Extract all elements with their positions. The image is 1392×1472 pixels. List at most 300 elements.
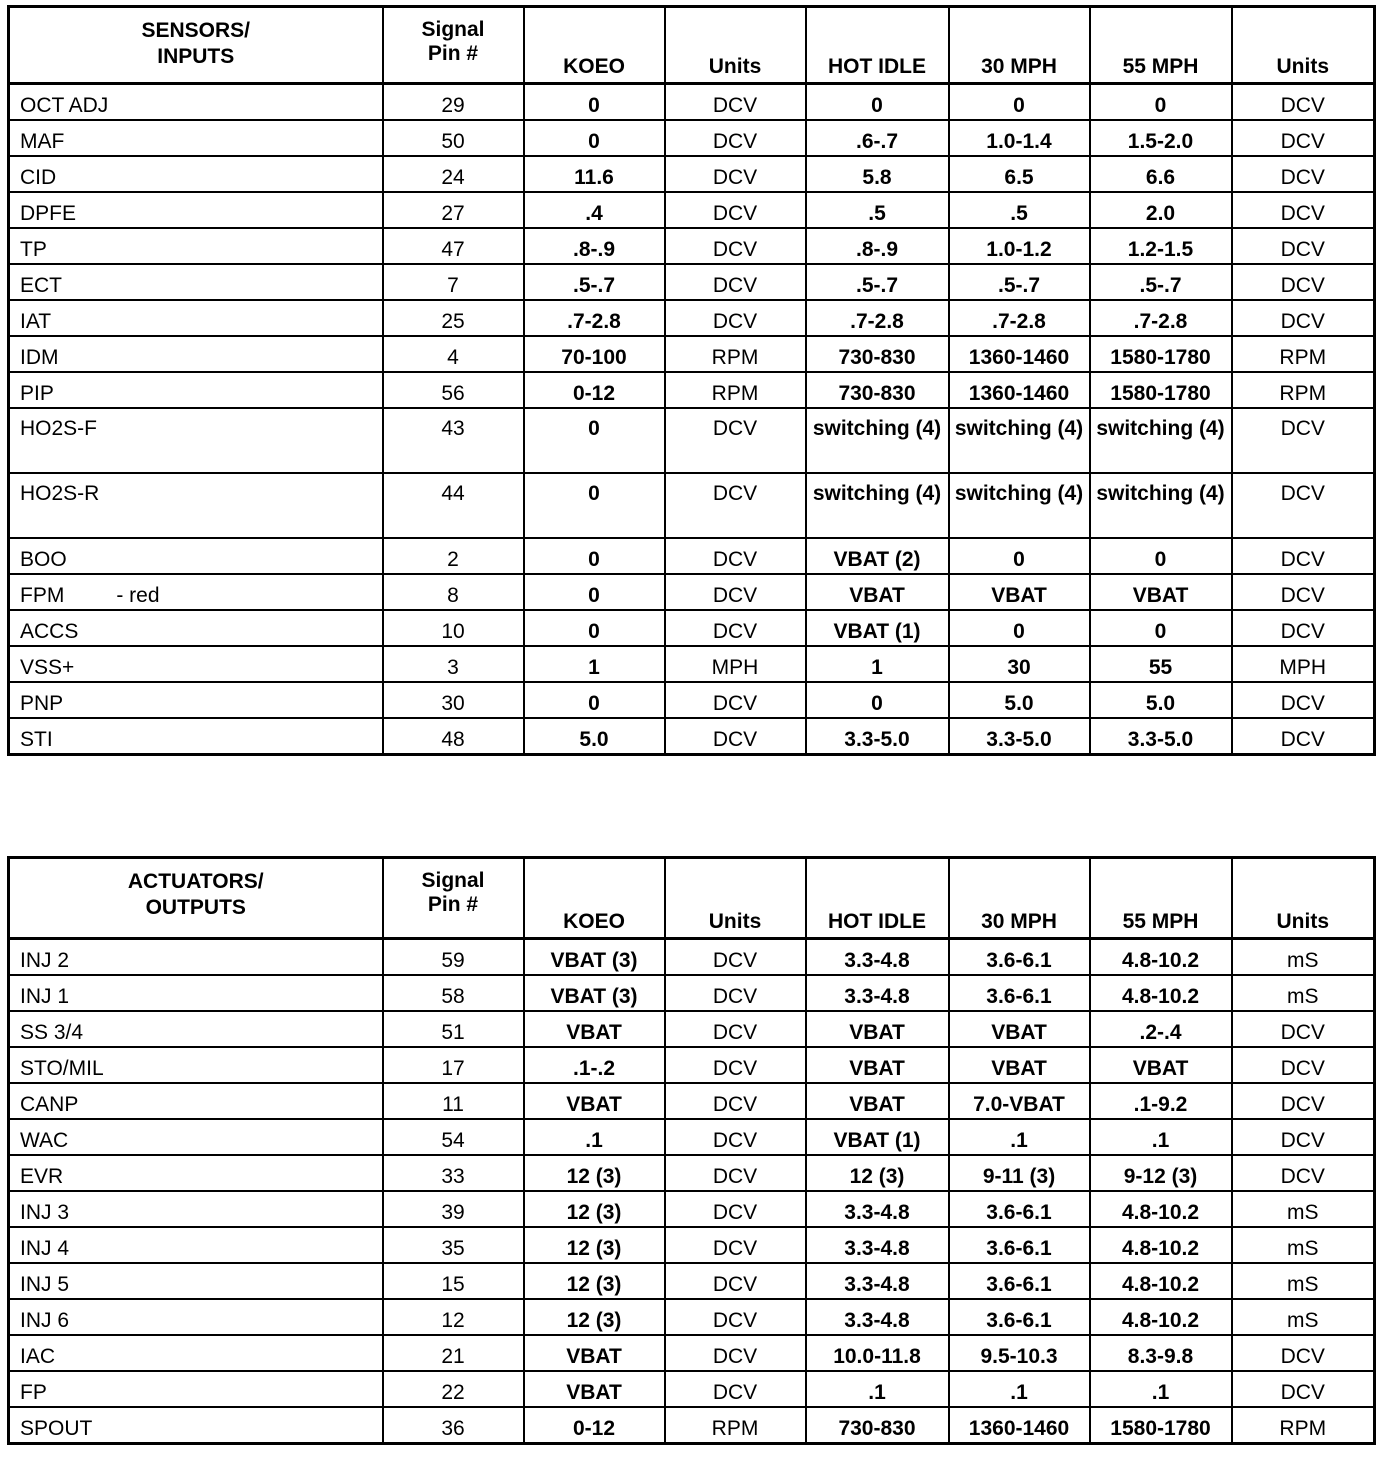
cell-units: DCV [1232,1119,1375,1155]
cell-55-mph: switching (4) [1090,408,1232,473]
cell-pin: 17 [383,1047,524,1083]
cell-koeo: 12 (3) [524,1299,665,1335]
cell-55-mph: 55 [1090,646,1232,682]
cell-pin: 29 [383,84,524,121]
cell-koeo: 70-100 [524,336,665,372]
cell-name: IAT [9,300,383,336]
units-header: Units [665,7,806,84]
cell-hot-idle: 730-830 [806,1407,949,1444]
cell-55-mph: switching (4) [1090,473,1232,538]
cell-pin: 43 [383,408,524,473]
cell-units: DCV [1232,300,1375,336]
cell-hot-idle: 3.3-4.8 [806,1191,949,1227]
cell-units: DCV [665,120,806,156]
table-row [9,975,1375,1011]
cell-hot-idle: 0 [806,682,949,718]
cell-units: DCV [665,718,806,755]
cell-koeo: 12 (3) [524,1263,665,1299]
table-row [9,228,1375,264]
cell-name: IAC [9,1335,383,1371]
cell-55-mph: .1 [1090,1371,1232,1407]
cell-units: DCV [665,574,806,610]
cell-koeo: .5-.7 [524,264,665,300]
cell-koeo: 0 [524,408,665,473]
cell-units: DCV [1232,84,1375,121]
cell-units: RPM [1232,336,1375,372]
cell-30-mph: 1.0-1.2 [949,228,1090,264]
cell-units: RPM [665,1407,806,1444]
cell-units: DCV [665,1083,806,1119]
cell-koeo: 0 [524,538,665,574]
cell-units: DCV [1232,1155,1375,1191]
table-row [9,84,1375,121]
table-row [9,473,1375,538]
cell-30-mph: VBAT [949,574,1090,610]
cell-koeo: VBAT (3) [524,975,665,1011]
cell-hot-idle: 3.3-4.8 [806,1263,949,1299]
cell-units: MPH [1232,646,1375,682]
cell-koeo: VBAT [524,1011,665,1047]
cell-name: ACCS [9,610,383,646]
cell-units: DCV [665,538,806,574]
cell-koeo: 0 [524,120,665,156]
table-row [9,1083,1375,1119]
cell-koeo: 0-12 [524,1407,665,1444]
cell-pin: 58 [383,975,524,1011]
cell-30-mph: VBAT [949,1047,1090,1083]
cell-name: CID [9,156,383,192]
cell-units: MPH [665,646,806,682]
cell-hot-idle: 730-830 [806,372,949,408]
cell-units: DCV [665,1191,806,1227]
cell-name: STO/MIL [9,1047,383,1083]
cell-name: DPFE [9,192,383,228]
cell-name: TP [9,228,383,264]
cell-hot-idle: 12 (3) [806,1155,949,1191]
cell-55-mph: 6.6 [1090,156,1232,192]
cell-units: DCV [1232,1011,1375,1047]
cell-30-mph: 3.6-6.1 [949,939,1090,976]
cell-55-mph: 4.8-10.2 [1090,939,1232,976]
cell-55-mph: 2.0 [1090,192,1232,228]
cell-30-mph: switching (4) [949,408,1090,473]
cell-30-mph: 1360-1460 [949,1407,1090,1444]
cell-name [9,574,383,610]
table-row [9,538,1375,574]
table-row [9,1191,1375,1227]
cell-55-mph: 9-12 (3) [1090,1155,1232,1191]
cell-hot-idle: .7-2.8 [806,300,949,336]
cell-name: HO2S-R [9,473,383,538]
cell-units: DCV [665,610,806,646]
cell-units: mS [1232,1263,1375,1299]
cell-koeo: .7-2.8 [524,300,665,336]
table-row [9,264,1375,300]
cell-55-mph: .7-2.8 [1090,300,1232,336]
units-header: Units [665,858,806,939]
cell-units: DCV [1232,1371,1375,1407]
cell-name: PNP [9,682,383,718]
cell-30-mph: VBAT [949,1011,1090,1047]
koeo-header: KOEO [524,7,665,84]
signal-note: - red [116,584,160,607]
sensors-inputs-table [7,5,1376,756]
cell-pin: 12 [383,1299,524,1335]
cell-hot-idle: .8-.9 [806,228,949,264]
cell-pin: 35 [383,1227,524,1263]
cell-pin: 39 [383,1191,524,1227]
cell-units: DCV [665,975,806,1011]
cell-55-mph: 4.8-10.2 [1090,1263,1232,1299]
cell-pin: 3 [383,646,524,682]
cell-units: DCV [1232,408,1375,473]
cell-units: DCV [665,1227,806,1263]
cell-units: DCV [1232,264,1375,300]
cell-units: RPM [665,372,806,408]
cell-pin: 54 [383,1119,524,1155]
cell-name: INJ 6 [9,1299,383,1335]
cell-55-mph: 1580-1780 [1090,336,1232,372]
cell-hot-idle: 3.3-5.0 [806,718,949,755]
cell-30-mph: .1 [949,1371,1090,1407]
signal-name: FPM [20,584,65,607]
cell-name: VSS+ [9,646,383,682]
cell-hot-idle: VBAT [806,1083,949,1119]
cell-55-mph: 0 [1090,610,1232,646]
cell-units: DCV [665,156,806,192]
cell-pin: 30 [383,682,524,718]
cell-hot-idle: VBAT [806,574,949,610]
table-row [9,120,1375,156]
cell-units: DCV [665,1047,806,1083]
cell-units: DCV [665,939,806,976]
table-row [9,1047,1375,1083]
cell-units: DCV [665,1263,806,1299]
cell-pin: 8 [383,574,524,610]
30-mph-header: 30 MPH [949,7,1090,84]
table-row [9,682,1375,718]
cell-name: SS 3/4 [9,1011,383,1047]
cell-30-mph: .1 [949,1119,1090,1155]
cell-name: ECT [9,264,383,300]
cell-koeo: VBAT (3) [524,939,665,976]
cell-units: mS [1232,1227,1375,1263]
cell-name: OCT ADJ [9,84,383,121]
cell-units: DCV [665,1011,806,1047]
cell-30-mph: 1360-1460 [949,336,1090,372]
cell-units: RPM [1232,372,1375,408]
cell-hot-idle: VBAT (1) [806,610,949,646]
table-row [9,1263,1375,1299]
cell-30-mph: 0 [949,610,1090,646]
cell-pin: 51 [383,1011,524,1047]
cell-units: DCV [665,682,806,718]
table-row [9,718,1375,755]
cell-hot-idle: .1 [806,1371,949,1407]
cell-hot-idle: switching (4) [806,408,949,473]
cell-30-mph: 3.6-6.1 [949,1191,1090,1227]
table-header-row [9,7,1375,84]
cell-name: INJ 3 [9,1191,383,1227]
cell-koeo: 11.6 [524,156,665,192]
cell-name: INJ 4 [9,1227,383,1263]
cell-units: DCV [1232,192,1375,228]
category-header: ACTUATORS/ OUTPUTS [9,858,383,939]
actuators-outputs-table [7,856,1376,1445]
cell-koeo: VBAT [524,1083,665,1119]
cell-hot-idle: switching (4) [806,473,949,538]
cell-30-mph: .5 [949,192,1090,228]
cell-pin: 27 [383,192,524,228]
cell-hot-idle: 3.3-4.8 [806,939,949,976]
cell-55-mph: VBAT [1090,574,1232,610]
cell-koeo: 12 (3) [524,1227,665,1263]
cell-hot-idle: VBAT (1) [806,1119,949,1155]
cell-30-mph: 3.6-6.1 [949,1299,1090,1335]
cell-30-mph: 3.6-6.1 [949,1227,1090,1263]
table-row [9,1227,1375,1263]
cell-pin: 2 [383,538,524,574]
table-row [9,336,1375,372]
cell-units: DCV [1232,473,1375,538]
30-mph-header: 30 MPH [949,858,1090,939]
cell-55-mph: 4.8-10.2 [1090,1299,1232,1335]
cell-koeo: 1 [524,646,665,682]
cell-55-mph: 0 [1090,538,1232,574]
signal-pin-header: Signal Pin # [383,858,524,939]
cell-30-mph: 0 [949,538,1090,574]
cell-units: DCV [1232,228,1375,264]
cell-koeo: .8-.9 [524,228,665,264]
cell-55-mph: 4.8-10.2 [1090,1191,1232,1227]
cell-units: DCV [665,228,806,264]
koeo-header: KOEO [524,858,665,939]
cell-units: DCV [1232,574,1375,610]
cell-30-mph: .5-.7 [949,264,1090,300]
cell-units: DCV [1232,682,1375,718]
cell-hot-idle: 3.3-4.8 [806,975,949,1011]
cell-pin: 59 [383,939,524,976]
cell-koeo: 0 [524,610,665,646]
cell-name: INJ 1 [9,975,383,1011]
cell-pin: 4 [383,336,524,372]
cell-30-mph: 1360-1460 [949,372,1090,408]
cell-55-mph: 1.5-2.0 [1090,120,1232,156]
cell-hot-idle: .5 [806,192,949,228]
cell-hot-idle: 5.8 [806,156,949,192]
cell-30-mph: 3.3-5.0 [949,718,1090,755]
cell-units: DCV [1232,1335,1375,1371]
cell-30-mph: 9.5-10.3 [949,1335,1090,1371]
cell-pin: 47 [383,228,524,264]
cell-30-mph: 5.0 [949,682,1090,718]
cell-30-mph: 3.6-6.1 [949,975,1090,1011]
cell-units: DCV [665,473,806,538]
cell-30-mph: 30 [949,646,1090,682]
cell-units: DCV [665,1155,806,1191]
cell-koeo: 0-12 [524,372,665,408]
cell-koeo: .1 [524,1119,665,1155]
cell-pin: 21 [383,1335,524,1371]
cell-30-mph: switching (4) [949,473,1090,538]
cell-30-mph: 6.5 [949,156,1090,192]
cell-koeo: 12 (3) [524,1155,665,1191]
cell-30-mph: .7-2.8 [949,300,1090,336]
cell-30-mph: 0 [949,84,1090,121]
cell-55-mph: 5.0 [1090,682,1232,718]
55-mph-header: 55 MPH [1090,858,1232,939]
cell-name: SPOUT [9,1407,383,1444]
hot-idle-header: HOT IDLE [806,858,949,939]
cell-koeo: VBAT [524,1371,665,1407]
cell-koeo: 0 [524,473,665,538]
cell-55-mph: 1.2-1.5 [1090,228,1232,264]
cell-55-mph: 4.8-10.2 [1090,1227,1232,1263]
cell-hot-idle: 10.0-11.8 [806,1335,949,1371]
cell-koeo: 0 [524,84,665,121]
table-row [9,372,1375,408]
cell-55-mph: .5-.7 [1090,264,1232,300]
cell-55-mph: VBAT [1090,1047,1232,1083]
cell-units: mS [1232,939,1375,976]
cell-units: mS [1232,975,1375,1011]
cell-55-mph: 3.3-5.0 [1090,718,1232,755]
table-row [9,1155,1375,1191]
cell-hot-idle: 3.3-4.8 [806,1299,949,1335]
table-row [9,574,1375,610]
cell-name: STI [9,718,383,755]
signal-pin-header: Signal Pin # [383,7,524,84]
cell-units: DCV [665,1371,806,1407]
hot-idle-header: HOT IDLE [806,7,949,84]
cell-30-mph: 7.0-VBAT [949,1083,1090,1119]
cell-30-mph: 1.0-1.4 [949,120,1090,156]
table-row [9,939,1375,976]
cell-units: DCV [665,408,806,473]
table-row [9,1371,1375,1407]
cell-name: EVR [9,1155,383,1191]
table-row [9,610,1375,646]
table-row [9,646,1375,682]
55-mph-header: 55 MPH [1090,7,1232,84]
cell-pin: 15 [383,1263,524,1299]
table-row [9,1407,1375,1444]
cell-name: FP [9,1371,383,1407]
cell-units: DCV [665,1335,806,1371]
cell-units: DCV [1232,120,1375,156]
cell-hot-idle: VBAT [806,1047,949,1083]
cell-name: WAC [9,1119,383,1155]
units-header: Units [1232,858,1375,939]
units-header: Units [1232,7,1375,84]
cell-pin: 22 [383,1371,524,1407]
table-row [9,1299,1375,1335]
cell-pin: 24 [383,156,524,192]
cell-pin: 44 [383,473,524,538]
cell-55-mph: 4.8-10.2 [1090,975,1232,1011]
cell-pin: 10 [383,610,524,646]
cell-koeo: .4 [524,192,665,228]
table-row [9,156,1375,192]
cell-pin: 48 [383,718,524,755]
cell-55-mph: .2-.4 [1090,1011,1232,1047]
table-header-row [9,858,1375,939]
cell-koeo: 12 (3) [524,1191,665,1227]
cell-hot-idle: 1 [806,646,949,682]
table-row [9,1335,1375,1371]
cell-units: DCV [665,264,806,300]
cell-koeo: 0 [524,574,665,610]
cell-hot-idle: 730-830 [806,336,949,372]
cell-hot-idle: .5-.7 [806,264,949,300]
cell-units: DCV [1232,1047,1375,1083]
cell-units: RPM [665,336,806,372]
cell-hot-idle: 3.3-4.8 [806,1227,949,1263]
cell-units: mS [1232,1191,1375,1227]
cell-units: mS [1232,1299,1375,1335]
cell-units: DCV [1232,538,1375,574]
cell-units: DCV [1232,610,1375,646]
cell-55-mph: 0 [1090,84,1232,121]
cell-pin: 7 [383,264,524,300]
cell-hot-idle: 0 [806,84,949,121]
cell-30-mph: 9-11 (3) [949,1155,1090,1191]
cell-30-mph: 3.6-6.1 [949,1263,1090,1299]
cell-name: PIP [9,372,383,408]
cell-hot-idle: .6-.7 [806,120,949,156]
table-row [9,408,1375,473]
cell-name: CANP [9,1083,383,1119]
cell-koeo: VBAT [524,1335,665,1371]
cell-koeo: 5.0 [524,718,665,755]
cell-units: DCV [1232,1083,1375,1119]
cell-55-mph: .1-9.2 [1090,1083,1232,1119]
cell-koeo: 0 [524,682,665,718]
cell-hot-idle: VBAT [806,1011,949,1047]
cell-hot-idle: VBAT (2) [806,538,949,574]
cell-name: INJ 5 [9,1263,383,1299]
cell-units: DCV [1232,156,1375,192]
cell-name: IDM [9,336,383,372]
cell-name: INJ 2 [9,939,383,976]
cell-units: DCV [665,300,806,336]
cell-55-mph: 8.3-9.8 [1090,1335,1232,1371]
category-header: SENSORS/ INPUTS [9,7,383,84]
cell-name: MAF [9,120,383,156]
table-row [9,1011,1375,1047]
cell-units: DCV [1232,718,1375,755]
cell-pin: 25 [383,300,524,336]
cell-units: DCV [665,1299,806,1335]
cell-name: BOO [9,538,383,574]
cell-pin: 56 [383,372,524,408]
cell-55-mph: .1 [1090,1119,1232,1155]
cell-pin: 36 [383,1407,524,1444]
cell-55-mph: 1580-1780 [1090,372,1232,408]
cell-pin: 33 [383,1155,524,1191]
cell-koeo: .1-.2 [524,1047,665,1083]
cell-55-mph: 1580-1780 [1090,1407,1232,1444]
cell-pin: 11 [383,1083,524,1119]
table-row [9,300,1375,336]
cell-units: DCV [665,1119,806,1155]
cell-units: DCV [665,84,806,121]
table-row [9,192,1375,228]
cell-units: RPM [1232,1407,1375,1444]
cell-pin: 50 [383,120,524,156]
table-row [9,1119,1375,1155]
cell-name: HO2S-F [9,408,383,473]
